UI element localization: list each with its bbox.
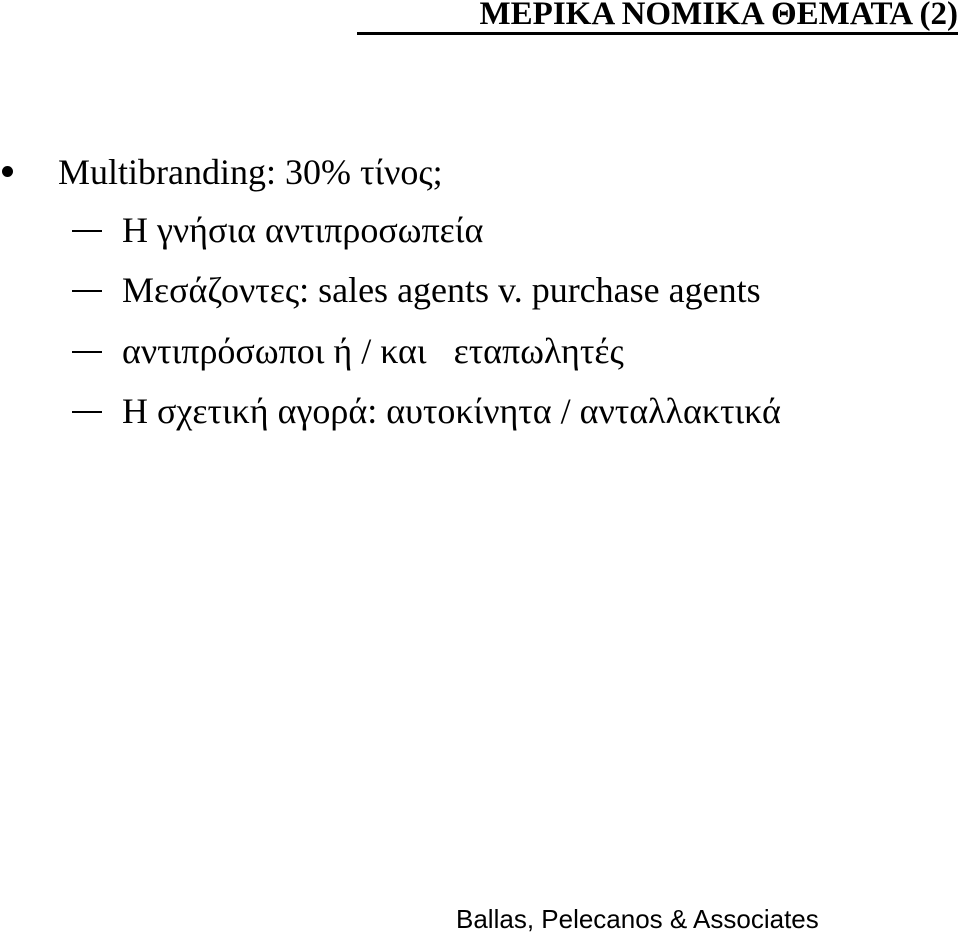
dash-icon xyxy=(72,411,102,413)
bullet-text: Multibranding: 30% τίνος; xyxy=(58,152,443,192)
sub-item-text: Η γνήσια αντιπροσωπεία xyxy=(122,210,484,250)
sub-item-text: Η σχετική αγορά: αυτοκίνητα / ανταλλακτικά xyxy=(122,391,781,431)
title-underline xyxy=(357,32,958,35)
sub-item-text: Μεσάζοντες: sales agents v. purchase agents xyxy=(122,270,761,310)
dash-icon xyxy=(72,351,102,353)
bullet-dot-icon xyxy=(2,166,13,177)
footer-credit: Ballas, Pelecanos & Associates xyxy=(456,904,819,934)
dash-icon xyxy=(72,290,102,292)
dash-icon xyxy=(72,230,102,232)
slide-title: ΜΕΡΙΚΑ ΝΟΜΙΚΑ ΘΕΜΑΤΑ (2) xyxy=(479,0,958,32)
sub-item-text: αντιπρόσωποι ή / και εταπωλητές xyxy=(122,331,624,371)
